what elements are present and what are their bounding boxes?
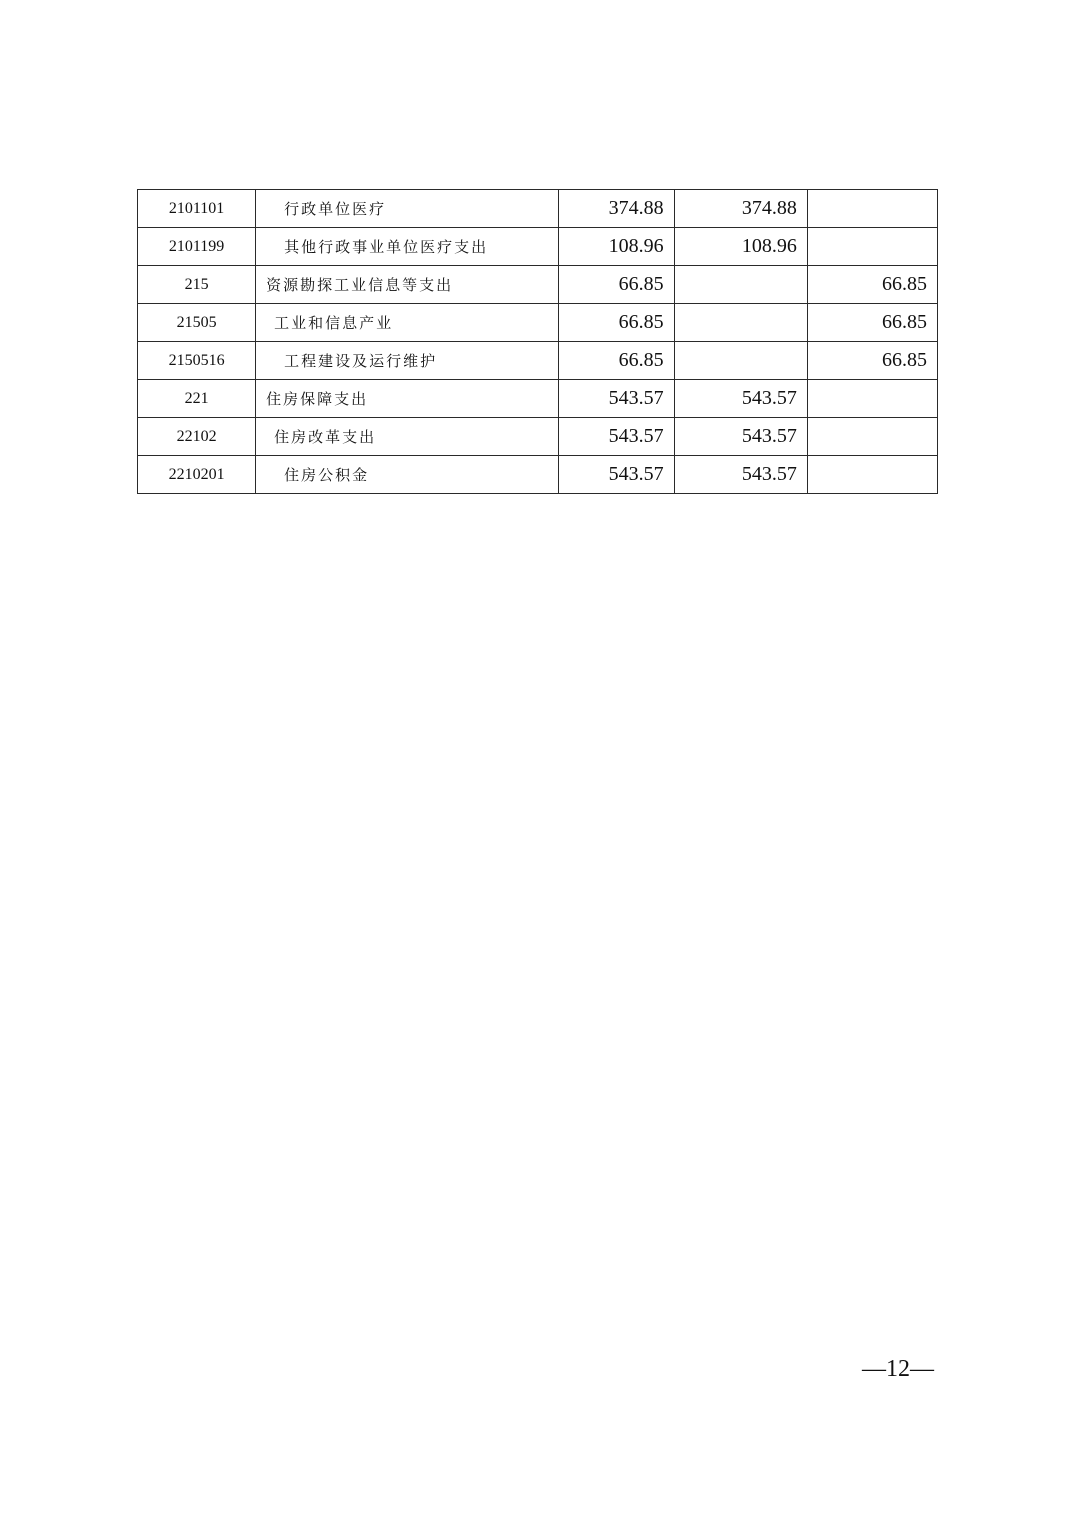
total-amount-cell: 374.88	[558, 190, 674, 228]
subject-code-cell: 2101199	[138, 228, 256, 266]
subject-name-cell: 其他行政事业单位医疗支出	[256, 228, 558, 266]
subject-code-cell: 21505	[138, 304, 256, 342]
total-amount-cell: 543.57	[558, 418, 674, 456]
basic-expenditure-cell: 108.96	[674, 228, 807, 266]
table-row	[138, 304, 938, 342]
subject-name-cell: 住房保障支出	[256, 380, 558, 418]
project-expenditure-cell: 66.85	[807, 266, 937, 304]
basic-expenditure-cell: 543.57	[674, 380, 807, 418]
project-expenditure-cell: 66.85	[807, 304, 937, 342]
project-expenditure-cell	[807, 456, 937, 494]
table-row	[138, 342, 938, 380]
table-row	[138, 266, 938, 304]
subject-name-cell: 住房公积金	[256, 456, 558, 494]
basic-expenditure-cell	[674, 304, 807, 342]
project-expenditure-cell	[807, 190, 937, 228]
subject-code-cell: 221	[138, 380, 256, 418]
project-expenditure-cell	[807, 228, 937, 266]
table-row	[138, 380, 938, 418]
basic-expenditure-cell	[674, 342, 807, 380]
subject-name-cell: 住房改革支出	[256, 418, 558, 456]
subject-code-cell: 215	[138, 266, 256, 304]
subject-code-cell: 2150516	[138, 342, 256, 380]
budget-expenditure-table	[137, 189, 938, 494]
basic-expenditure-cell: 374.88	[674, 190, 807, 228]
table-row	[138, 418, 938, 456]
total-amount-cell: 543.57	[558, 456, 674, 494]
table-row	[138, 456, 938, 494]
subject-name-cell: 工程建设及运行维护	[256, 342, 558, 380]
basic-expenditure-cell: 543.57	[674, 418, 807, 456]
basic-expenditure-cell: 543.57	[674, 456, 807, 494]
subject-name-cell: 工业和信息产业	[256, 304, 558, 342]
subject-code-cell: 2101101	[138, 190, 256, 228]
total-amount-cell: 66.85	[558, 304, 674, 342]
project-expenditure-cell	[807, 418, 937, 456]
total-amount-cell: 108.96	[558, 228, 674, 266]
basic-expenditure-cell	[674, 266, 807, 304]
total-amount-cell: 66.85	[558, 266, 674, 304]
subject-name-cell: 行政单位医疗	[256, 190, 558, 228]
subject-name-cell: 资源勘探工业信息等支出	[256, 266, 558, 304]
project-expenditure-cell: 66.85	[807, 342, 937, 380]
total-amount-cell: 66.85	[558, 342, 674, 380]
subject-code-cell: 22102	[138, 418, 256, 456]
project-expenditure-cell	[807, 380, 937, 418]
page-number: —12—	[862, 1356, 934, 1382]
table-row	[138, 228, 938, 266]
subject-code-cell: 2210201	[138, 456, 256, 494]
table-row	[138, 190, 938, 228]
total-amount-cell: 543.57	[558, 380, 674, 418]
